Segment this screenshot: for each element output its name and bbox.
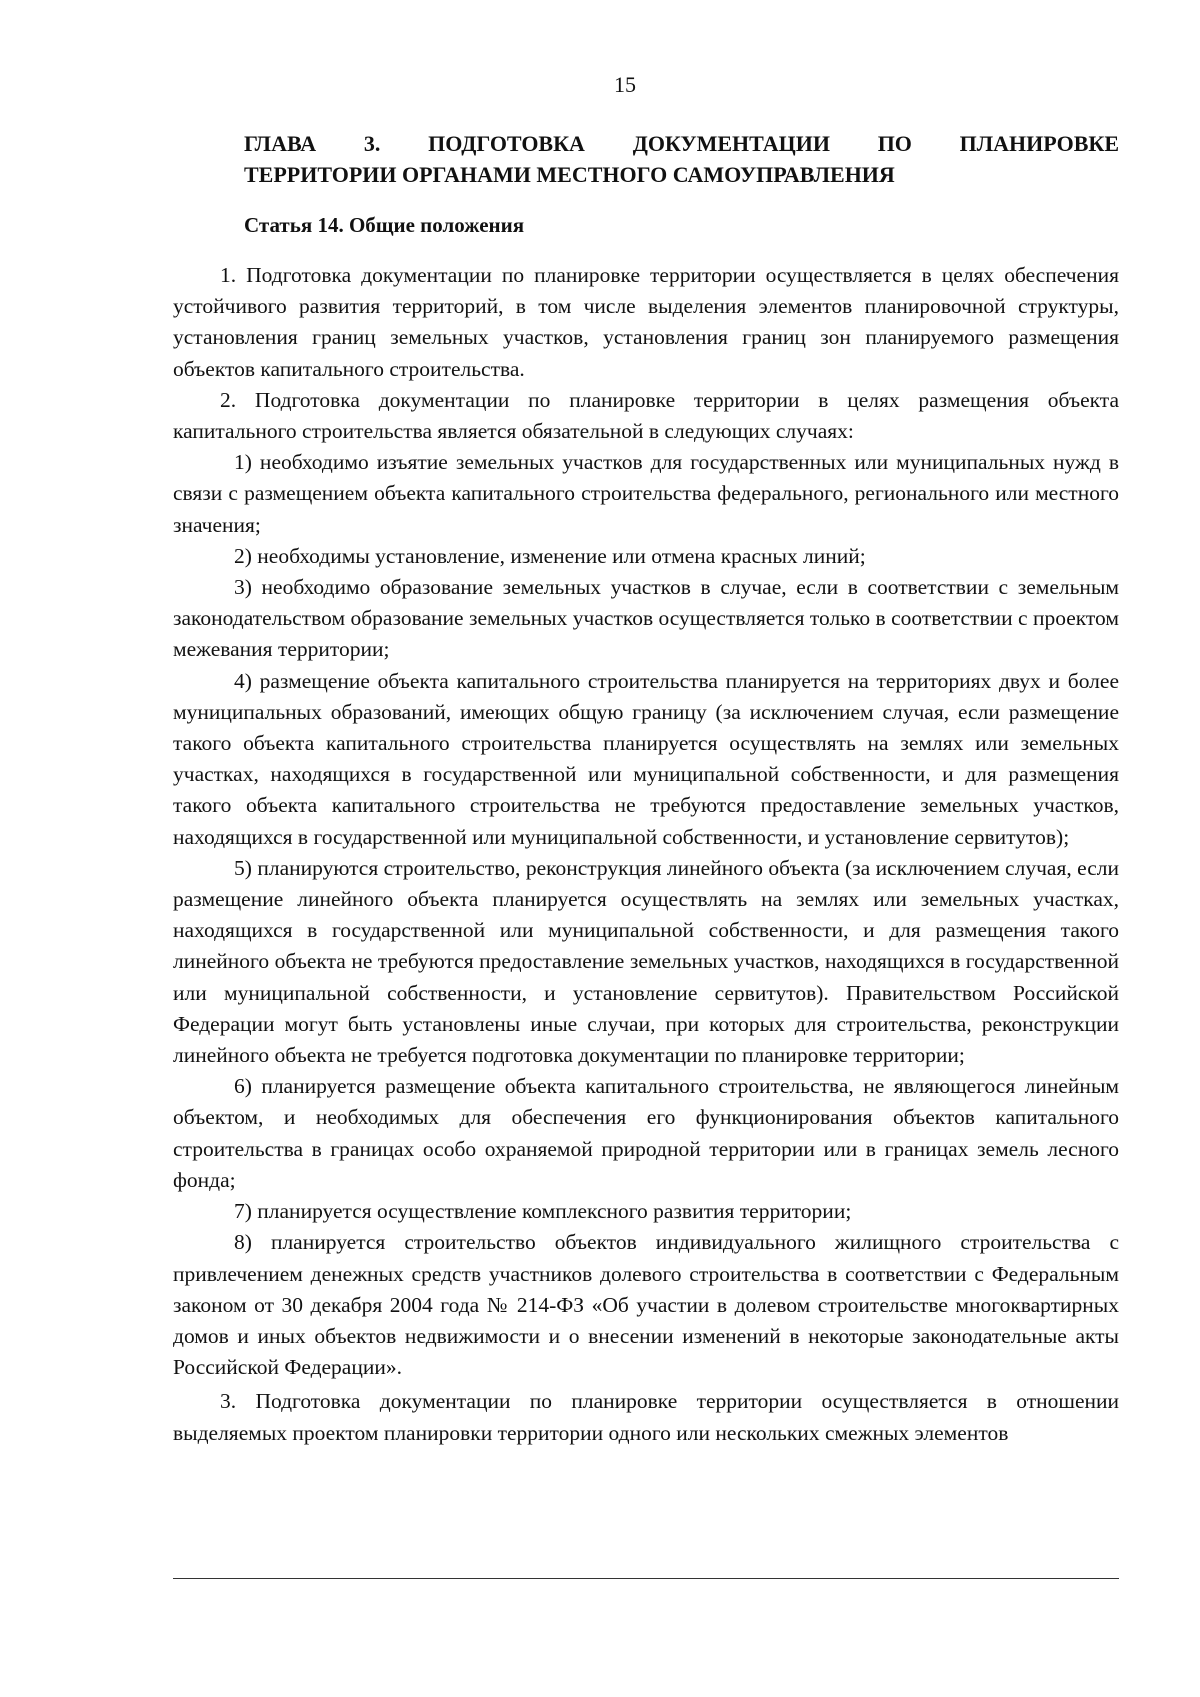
chapter-title-word: ПЛАНИРОВКЕ (959, 131, 1119, 156)
list-item-7: 7) планируется осуществление комплексного развития территории; (234, 1199, 852, 1224)
chapter-title-word: ДОКУМЕНТАЦИИ (632, 131, 830, 156)
list-item-8: 8) планируется строительство объектов индивидуального жилищного строительства с привлечением денежных средств участников долевого строительства в соответствии с Федеральным законом от 30 декабря 2004 года № 214-ФЗ «Об участии в долевом строительстве многоквартирных домов и иных объектов недвижимости и о внесении изменений в некоторые законодательные акты Российской Федерации». (173, 1230, 1119, 1380)
paragraph-1: 1. Подготовка документации по планировке территории осуществляется в целях обеспечения устойчивого развития территорий, в том числе выделения элементов планировочной структуры, установления границ земельных участков, установления границ зон планируемого размещения объектов капитального строительства. (173, 263, 1119, 381)
chapter-title-word: ПО (877, 131, 912, 156)
list-item-2: 2) необходимы установление, изменение или отмена красных линий; (234, 543, 866, 568)
page-number: 15 (614, 72, 636, 97)
paragraph-3: 3. Подготовка документации по планировке территории осуществляется в отношении выделяемых проектом планировки территории одного или нескольких смежных элементов (173, 1389, 1119, 1445)
chapter-title-line-2: ТЕРРИТОРИИ ОРГАНАМИ МЕСТНОГО САМОУПРАВЛЕНИЯ (244, 162, 895, 187)
chapter-title-word: ПОДГОТОВКА (428, 131, 585, 156)
chapter-title (244, 128, 1119, 190)
chapter-title-word: ГЛАВА (244, 131, 317, 156)
chapter-title-word: 3. (363, 131, 381, 156)
document-body (173, 128, 1119, 1449)
list-item-3: 3) необходимо образование земельных участков в случае, если в соответствии с земельным законодательством образование земельных участков осуществляется только в соответствии с проектом межевания территории; (173, 575, 1119, 662)
footnote-divider (173, 1578, 1119, 1579)
list-item-5: 5) планируются строительство, реконструкция линейного объекта (за исключением случая, если размещение линейного объекта планируется осуществлять на землях или земельных участках, находящихся в государственной или муниципальной собственности, и для размещения такого линейного объекта не требуются предоставление земельных участков, находящихся в государственной или муниципальной собственности, и установление сервитутов). Правительством Российской Федерации могут быть установлены иные случаи, при которых для строительства, реконструкции линейного объекта не требуется подготовка документации по планировке территории; (173, 855, 1119, 1068)
list-item-4: 4) размещение объекта капитального строительства планируется на территориях двух и более муниципальных образований, имеющих общую границу (за исключением случая, если размещение такого объекта капитального строительства планируется осуществлять на землях или земельных участках, находящихся в государственной или муниципальной собственности, и для размещения такого объекта капитального строительства не требуются предоставление земельных участков, находящихся в государственной или муниципальной собственности, и установление сервитутов); (173, 668, 1119, 849)
chapter-title-line-1 (244, 128, 1119, 159)
article-title: Статья 14. Общие положения (244, 213, 525, 237)
list-item-6: 6) планируется размещение объекта капитального строительства, не являющегося линейным объектом, и необходимых для обеспечения его функционирования объектов капитального строительства в границах особо охраняемой природной территории или в границах земель лесного фонда; (173, 1074, 1119, 1192)
paragraph-2: 2. Подготовка документации по планировке территории в целях размещения объекта капитального строительства является обязательной в следующих случаях: (173, 387, 1119, 444)
list-item-1: 1) необходимо изъятие земельных участков для государственных или муниципальных нужд в связи с размещением объекта капитального строительства федерального, регионального или местного значения; (173, 450, 1119, 537)
